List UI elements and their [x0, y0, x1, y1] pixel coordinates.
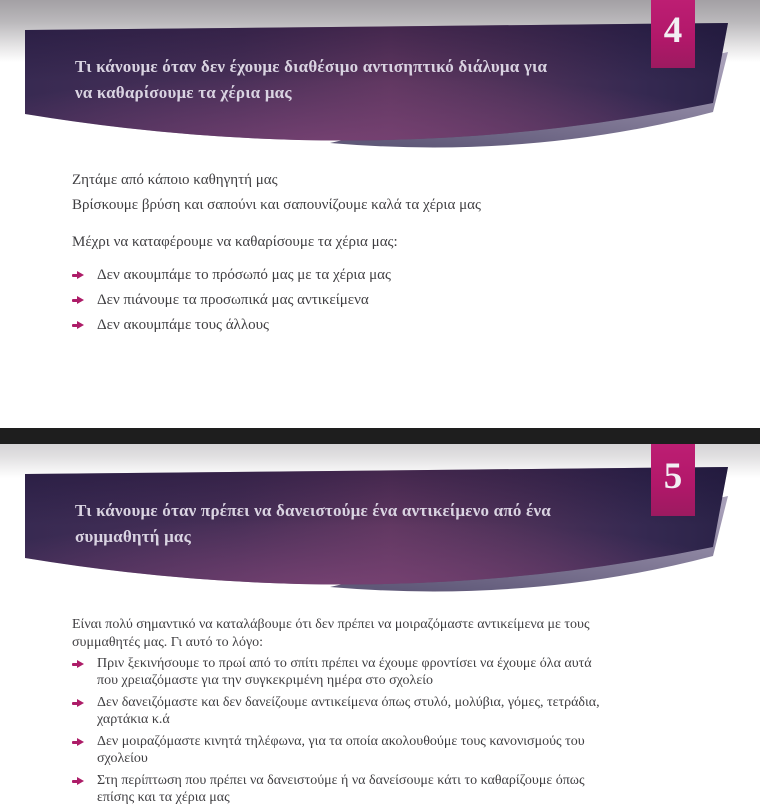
slide-title-line: συμμαθητή μας — [75, 527, 191, 546]
bullet-text: Δεν ακουμπάμε το πρόσωπό μας με τα χέρια μας — [97, 267, 391, 283]
bullet-list — [72, 263, 702, 338]
slide-number-badge: 5 — [651, 444, 695, 516]
bullet-arrow-icon — [72, 271, 84, 279]
body-paragraph: Ζητάμε από κάποιο καθηγητή μας — [72, 172, 278, 188]
list-item — [72, 655, 732, 689]
body-paragraph-line: συμμαθητές μας. Γι αυτό το λόγο: — [72, 634, 264, 650]
bullet-arrow-icon — [72, 777, 84, 785]
bullet-text: Δεν ακουμπάμε τους άλλους — [97, 317, 269, 333]
bullet-text-line: επίσης και τα χέρια μας — [97, 790, 230, 805]
body-lead-in: Μέχρι να καταφέρουμε να καθαρίσουμε τα χέρια μας: — [72, 234, 398, 250]
slide-body — [72, 616, 732, 811]
bullet-text-line: σχολείου — [97, 751, 148, 766]
body-paragraph: Βρίσκουμε βρύση και σαπούνι και σαπουνίζουμε καλά τα χέρια μας — [72, 197, 481, 213]
slide-body — [72, 168, 702, 338]
bullet-text-line: Στη περίπτωση που πρέπει να δανειστούμε ή να δανείσουμε κάτι το καθαρίζουμε όπως — [97, 773, 585, 788]
slide-title — [75, 498, 675, 550]
list-item — [72, 694, 732, 728]
list-item — [72, 288, 702, 313]
bullet-text-line: Δεν μοιραζόμαστε κινητά τηλέφωνα, για τα οποία ακολουθούμε τους κανονισμούς του — [97, 734, 585, 749]
bullet-arrow-icon — [72, 738, 84, 746]
body-paragraph-line: Είναι πολύ σημαντικό να καταλάβουμε ότι δεν πρέπει να μοιραζόμαστε αντικείμενα με τους — [72, 617, 590, 632]
slide-title-line: να καθαρίσουμε τα χέρια μας — [75, 83, 292, 102]
bullet-text-line: χαρτάκια κ.ά — [97, 712, 170, 727]
bullet-arrow-icon — [72, 699, 84, 707]
bullet-list — [72, 655, 732, 806]
list-item — [72, 733, 732, 767]
slide-title-line: Τι κάνουμε όταν πρέπει να δανειστούμε ένα αντικείμενο από ένα — [75, 501, 551, 520]
bullet-arrow-icon — [72, 321, 84, 329]
slide-5 — [0, 444, 760, 812]
bullet-text-line: που χρειαζόμαστε για την συγκεκριμένη ημέρα στο σχολείο — [97, 673, 433, 688]
bullet-text-line: Δεν δανειζόμαστε και δεν δανείζουμε αντικείμενα όπως στυλό, μολύβια, γόμες, τετράδια, — [97, 695, 600, 710]
bullet-text-line: Πριν ξεκινήσουμε το πρωί από το σπίτι πρέπει να έχουμε φροντίσει να έχουμε όλα αυτά — [97, 656, 592, 671]
slide-title-line: Τι κάνουμε όταν δεν έχουμε διαθέσιμο αντισηπτικό διάλυμα για — [75, 57, 548, 76]
list-item — [72, 263, 702, 288]
slide-title — [75, 54, 675, 106]
bullet-text: Δεν πιάνουμε τα προσωπικά μας αντικείμενα — [97, 292, 369, 308]
bullet-arrow-icon — [72, 296, 84, 304]
list-item — [72, 772, 732, 806]
slide-number-badge: 4 — [651, 0, 695, 68]
slide-divider-bar — [0, 428, 760, 444]
bullet-arrow-icon — [72, 660, 84, 668]
list-item — [72, 313, 702, 338]
